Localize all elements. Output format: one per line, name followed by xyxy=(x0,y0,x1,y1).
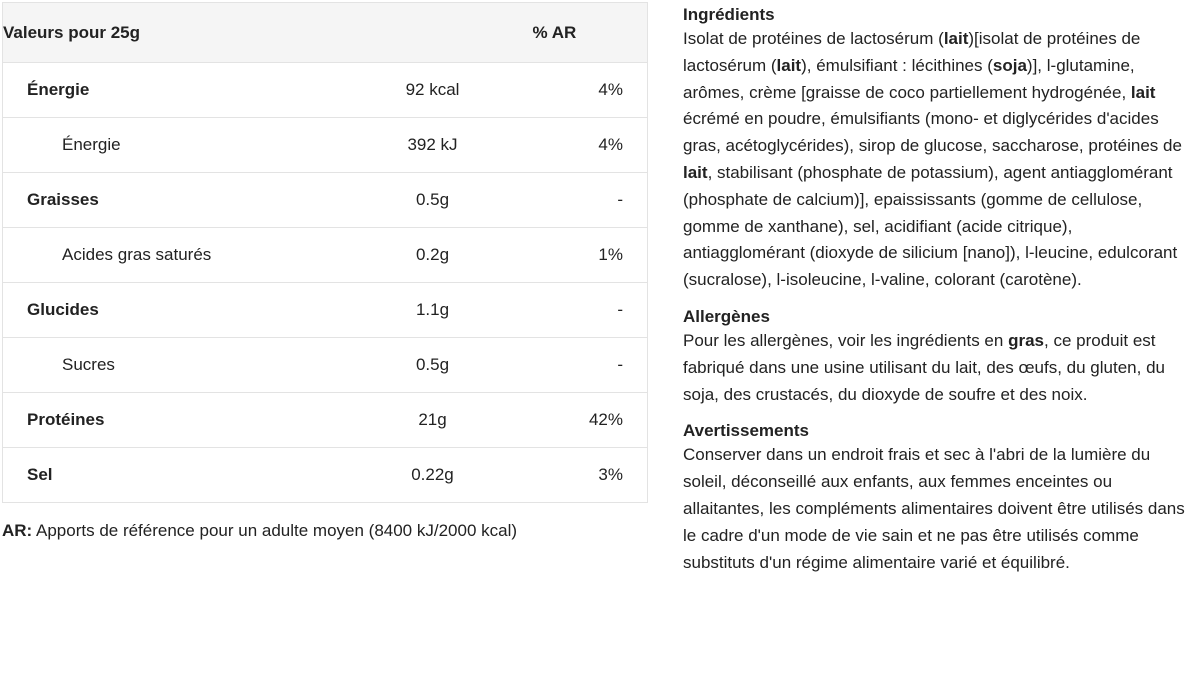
table-row xyxy=(3,338,648,393)
ingredients-title: Ingrédients xyxy=(683,5,775,24)
header-ar: % AR xyxy=(533,3,648,63)
nutrient-name: Énergie xyxy=(3,63,333,118)
nutrient-name: Sucres xyxy=(3,338,333,393)
warnings-title: Avertissements xyxy=(683,421,809,441)
nutrition-header-row xyxy=(3,3,648,63)
nutrient-ar: 42% xyxy=(533,393,648,448)
allergens-title: Allergènes xyxy=(683,306,770,326)
text-run: , ce produit est fabriqué dans une usine utilisant du lait, des œufs, du gluten, du soja, des crustacés, du dioxyde de soufre et des noix. xyxy=(683,330,1165,404)
nutrient-ar: - xyxy=(533,283,648,338)
allergens-text xyxy=(683,328,1195,408)
nutrient-name: Acides gras saturés xyxy=(3,228,333,283)
header-value-spacer xyxy=(333,3,533,63)
nutrient-ar: 4% xyxy=(533,118,648,173)
text-run: ), émulsifiant : lécithines ( xyxy=(801,55,993,75)
product-info xyxy=(683,4,1195,588)
text-run: écrémé en poudre, émulsifiants (mono- et diglycérides d'acides gras, acétoglycérides), sirop de glucose, saccharose, protéines de xyxy=(683,109,1182,156)
nutrient-ar: - xyxy=(533,338,648,393)
allergen-highlight: lait xyxy=(943,29,969,48)
nutrient-name: Protéines xyxy=(3,393,333,448)
table-row xyxy=(3,448,648,503)
allergen-highlight: lait xyxy=(683,162,708,182)
allergen-highlight: gras xyxy=(1008,330,1044,350)
table-row xyxy=(3,173,648,228)
text-run: Pour les allergènes, voir les ingrédients en xyxy=(683,330,1009,350)
table-row xyxy=(3,393,648,448)
footnote-text: Apports de référence pour un adulte moyen (8400 kJ/2000 kcal) xyxy=(32,521,518,540)
nutrient-ar: 3% xyxy=(533,448,648,503)
allergen-highlight: lait xyxy=(1130,82,1156,102)
text-run: )[isolat de protéines de lactosérum ( xyxy=(683,29,1141,75)
table-row xyxy=(3,118,648,173)
nutrition-table xyxy=(2,2,648,503)
nutrient-value: 0.22g xyxy=(333,448,533,503)
nutrient-ar: 4% xyxy=(533,63,648,118)
header-serving: Valeurs pour 25g xyxy=(3,3,333,63)
nutrient-name: Glucides xyxy=(3,283,333,338)
nutrient-value: 0.2g xyxy=(333,228,533,283)
nutrient-value: 21g xyxy=(333,393,533,448)
allergen-highlight: lait xyxy=(776,55,802,75)
nutrient-name: Énergie xyxy=(3,118,333,173)
nutrient-value: 0.5g xyxy=(333,173,533,228)
nutrient-value: 1.1g xyxy=(333,283,533,338)
nutrient-value: 0.5g xyxy=(333,338,533,393)
nutrient-value: 392 kJ xyxy=(333,118,533,173)
table-row xyxy=(3,63,648,118)
warnings-text xyxy=(683,442,1195,576)
nutrition-panel xyxy=(2,2,647,541)
footnote-label: AR: xyxy=(2,521,33,540)
nutrient-ar: - xyxy=(533,173,648,228)
text-run: Isolat de protéines de lactosérum ( xyxy=(683,29,944,48)
nutrient-name: Graisses xyxy=(3,173,333,228)
text-run: Conserver dans un endroit frais et sec à l'abri de la lumière du soleil, déconseillé aux enfants, aux femmes enceintes ou allaitantes, les compléments alimentaires doivent être utilisés dans le cadre d'un mode de vie sain et ne pas être utilisés comme substituts d'un régime alimentaire varié et équilibré. xyxy=(683,445,1185,572)
nutrient-value: 92 kcal xyxy=(333,63,533,118)
nutrient-ar: 1% xyxy=(533,228,648,283)
text-run: , stabilisant (phosphate de potassium), agent antiagglomérant (phosphate de calcium)], epaississants (gomme de cellulose, gomme de xanthane), sel, acidifiant (acide citrique), antiagglomérant (dioxyde de silicium [nano]), l-leucine, edulcorant (sucralose), l-isoleucine, l-valine, colorant (carotène). xyxy=(683,162,1178,290)
table-row xyxy=(3,228,648,283)
allergen-highlight: soja xyxy=(992,55,1027,75)
nutrient-name: Sel xyxy=(3,448,333,503)
ingredients-text xyxy=(683,26,1195,294)
text-run: )], l-glutamine, arômes, crème [graisse de coco partiellement hydrogénée, xyxy=(683,55,1135,102)
ar-footnote xyxy=(2,521,647,541)
table-row xyxy=(3,283,648,338)
